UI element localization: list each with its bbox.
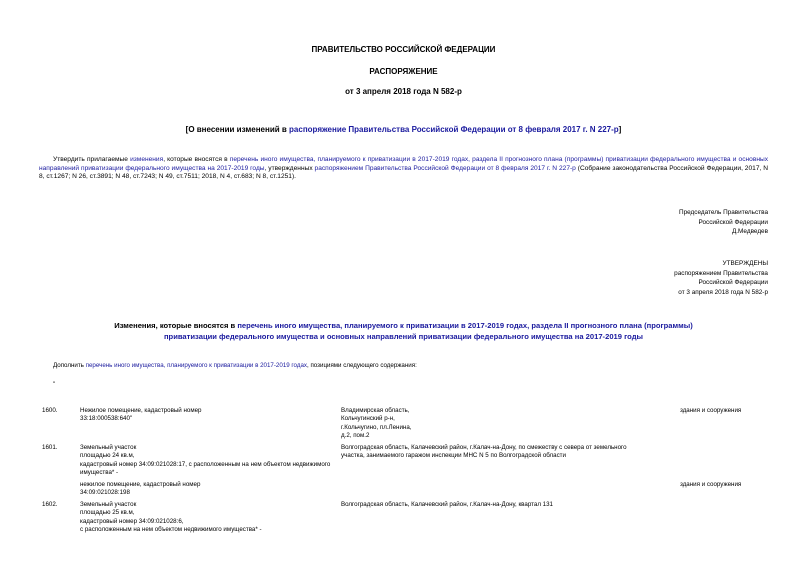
intro-suffix: , позициями следующего содержания: <box>307 362 417 369</box>
signature-block <box>679 208 768 237</box>
document-type: РАСПОРЯЖЕНИЕ <box>369 67 438 76</box>
desc-line: нежилое помещение, кадастровый номер <box>80 481 201 488</box>
property-list-link[interactable]: перечень иного имущества, планируемого к приватизации в 2017-2019 годах, раздела II прогнозного плана (программы) приватизации федерального имущества и основных направлений приватизации федерального имущества на 2017-2019 годы <box>39 156 768 172</box>
desc-line: имущества* - <box>80 469 119 477</box>
row-description <box>80 407 201 424</box>
approved-line: УТВЕРЖДЕНЫ <box>722 260 768 267</box>
row-description <box>80 501 262 535</box>
desc-line: кадастровый номер 34:09:021028:17, с расположенным на нем объектом недвижимого <box>80 460 331 468</box>
row-number: 1602. <box>42 501 58 508</box>
government-title: ПРАВИТЕЛЬСТВО РОССИЙСКОЙ ФЕДЕРАЦИИ <box>311 45 496 54</box>
address-line: Владимирская область, <box>341 407 410 414</box>
subject-link[interactable]: распоряжение Правительства Российской Федерации от 8 февраля 2017 г. N 227-р <box>289 125 619 134</box>
row-description <box>80 444 330 478</box>
address-line: г.Кольчугино, пл.Ленина, <box>341 423 412 431</box>
intro-link[interactable]: перечень иного имущества, планируемого к приватизации в 2017-2019 годах <box>85 362 307 369</box>
desc-line: 33:18:000538:640" <box>80 415 133 423</box>
subject-suffix: ] <box>618 125 622 134</box>
desc-line: Нежилое помещение, кадастровый номер <box>80 407 202 414</box>
row-number: 1600. <box>42 407 58 414</box>
address-line: Волгоградская область, Калачевский район, г.Калач-на-Дону, по смежеству с севера от земельного <box>341 444 627 451</box>
row-category: здания и сооружения <box>680 407 742 414</box>
signature-line: Председатель Правительства <box>679 209 768 216</box>
row-address <box>341 407 412 441</box>
row-category: здания и сооружения <box>680 481 742 488</box>
desc-line: Земельный участок <box>80 444 137 451</box>
annex-title-link-cont[interactable]: приватизации федерального имущества и основных направлений приватизации федерального имущества на 2017-2019 годы <box>163 332 644 342</box>
body-text-4: (Собрание законодательства Российской Федерации, 2017, N 8, ст.1267; N 26, ст.3891; N 48, ст.7243; N 49, ст.7511; 2018, N 4, ст.683; N 8, ст.1251). <box>39 164 768 181</box>
row-address <box>341 444 627 461</box>
signature-name: Д.Медведев <box>731 228 768 236</box>
approved-line: Российской Федерации <box>698 279 768 287</box>
address-line: Кольчугинский р-н, <box>341 415 395 423</box>
row-description <box>80 481 200 498</box>
annex-title <box>0 320 807 342</box>
annex-title-prefix: Изменения, которые вносятся в <box>114 321 238 330</box>
desc-line: Земельный участок <box>80 501 137 508</box>
desc-line: площадью 24 кв.м, <box>80 452 135 460</box>
address-line: д.2, пом.2 <box>341 432 370 440</box>
address-line: участка, занимаемого гаражом инспекции МНС N 5 по Волгоградской области <box>341 452 566 460</box>
body-text-2: , которые вносятся в <box>163 156 230 163</box>
signature-line: Российской Федерации <box>698 218 768 226</box>
row-address <box>341 501 553 509</box>
body-text-1: Утвердить прилагаемые <box>53 156 131 163</box>
row-number: 1601. <box>42 444 58 451</box>
desc-line: кадастровый номер 34:09:021028:6, <box>80 517 184 525</box>
subject-prefix: [О внесении изменений в <box>185 125 290 134</box>
opening-quote: " <box>53 381 56 388</box>
address-line: Волгоградская область, Калачевский район, г.Калач-на-Дону, квартал 131 <box>341 501 554 508</box>
annex-title-link[interactable]: перечень иного имущества, планируемого к приватизации в 2017-2019 годах, раздела II прогнозного плана (программы) <box>237 321 693 330</box>
changes-link[interactable]: изменения <box>130 156 164 163</box>
desc-line: с расположенным на нем объектом недвижимого имущества* - <box>80 526 262 534</box>
approved-line: от 3 апреля 2018 года N 582-р <box>678 289 768 297</box>
body-text-3: , утвержденных <box>264 164 315 172</box>
decree-link[interactable]: распоряжением Правительства Российской Федерации от 8 февраля 2017 г. N 227-р <box>314 164 576 172</box>
body-paragraph <box>39 156 768 182</box>
desc-line: 34:09:021028:198 <box>80 489 130 497</box>
approved-line: распоряжением Правительства <box>674 269 768 277</box>
document-subject <box>0 125 807 134</box>
document-date: от 3 апреля 2018 года N 582-р <box>345 87 462 96</box>
intro-prefix: Дополнить <box>53 362 86 369</box>
approved-block <box>674 259 768 298</box>
intro-line <box>53 362 417 370</box>
desc-line: площадью 25 кв.м, <box>80 509 135 517</box>
